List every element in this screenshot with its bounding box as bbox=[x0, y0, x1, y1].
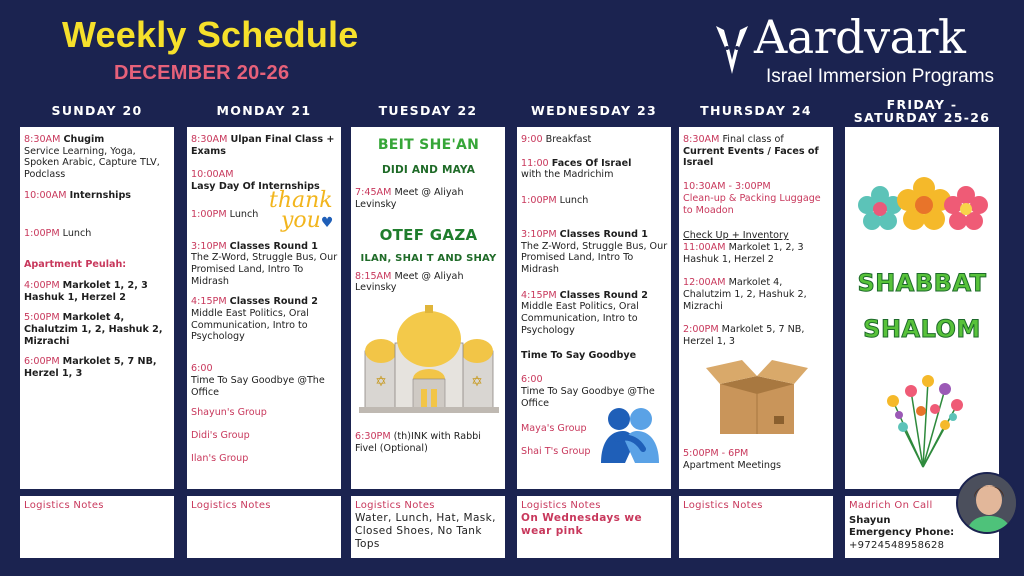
thank-text: thank bbox=[269, 187, 333, 213]
entry-time: 8:30AM bbox=[191, 134, 228, 145]
group-label: Shayun's Group bbox=[191, 407, 267, 419]
day-header-friday-saturday: FRIDAY - SATURDAY 25-26 bbox=[853, 97, 991, 126]
notes-label: Logistics Notes bbox=[521, 500, 601, 511]
entry-time: 10:30AM - 3:00PM bbox=[683, 181, 771, 193]
aardvark-mark-icon bbox=[712, 24, 752, 76]
schedule-entry bbox=[355, 431, 502, 454]
group-label: Shai T's Group bbox=[521, 445, 591, 457]
entry-heading: Check Up + Inventory bbox=[683, 230, 789, 242]
entry-time: 1:00PM bbox=[521, 195, 557, 207]
svg-text:✡: ✡ bbox=[374, 374, 387, 391]
entry-time: 1:00PM bbox=[24, 227, 60, 239]
schedule-entry bbox=[191, 296, 338, 343]
entry-title: Lasy Day Of Internships bbox=[191, 181, 320, 193]
entry-title: Internships bbox=[69, 189, 132, 201]
date-range: DECEMBER 20-26 bbox=[114, 62, 290, 84]
shabbat-text: SHABBAT bbox=[857, 269, 987, 297]
schedule-entry bbox=[521, 290, 668, 337]
entry-time: 3:10PM bbox=[521, 228, 557, 240]
day-card-friday-saturday bbox=[845, 127, 999, 489]
trip-heading: OTEF GAZA bbox=[379, 226, 478, 245]
entry-time: 11:00 bbox=[521, 157, 549, 169]
entry-time: 4:15PM bbox=[191, 296, 227, 308]
day-header-monday: MONDAY 21 bbox=[216, 103, 312, 118]
entry-text: The Z-Word, Struggle Bus, Our Promised Land, Intro To Midrash bbox=[191, 252, 338, 287]
entry-time: 9:00 bbox=[521, 134, 543, 145]
entry-title: Classes Round 1 bbox=[559, 228, 648, 240]
avatar bbox=[956, 472, 1018, 534]
entry-text: Markolet 5, 7 NB, Herzel 1, 3 bbox=[683, 324, 805, 348]
group-label: Ilan's Group bbox=[191, 452, 249, 464]
schedule-entry bbox=[24, 280, 171, 303]
person-photo-icon bbox=[958, 474, 1018, 534]
entry-time: 8:30AM bbox=[24, 134, 61, 145]
schedule-entry bbox=[683, 277, 830, 312]
entry-text: Breakfast bbox=[545, 134, 592, 145]
entry-title: Ulpan Final Class + Exams bbox=[191, 134, 335, 157]
entry-time: 11:00AM bbox=[683, 241, 726, 253]
entry-time: 5:00PM - 6PM bbox=[683, 447, 749, 459]
contact-name: Shayun bbox=[849, 515, 891, 527]
entry-time: 10:00AM bbox=[24, 189, 67, 201]
day-header-wednesday: WEDNESDAY 23 bbox=[531, 103, 657, 118]
trip-subheading: ILAN, SHAI T AND SHAY bbox=[360, 252, 497, 264]
day-header-sunday: SUNDAY 20 bbox=[51, 103, 143, 118]
notes-label: Logistics Notes bbox=[191, 500, 271, 511]
you-text: you bbox=[281, 207, 321, 233]
logo-name: Aardvark bbox=[754, 10, 966, 64]
schedule-entry bbox=[24, 356, 171, 379]
flowers-illustration bbox=[852, 173, 992, 243]
entry-heading: Apartment Peulah: bbox=[24, 259, 127, 271]
entry-text: Middle East Politics, Oral Communication, Intro to Psychology bbox=[521, 301, 639, 336]
schedule-entry bbox=[191, 241, 338, 288]
entry-time: 6:30PM bbox=[355, 431, 391, 443]
entry-text: Markolet 1, 2, 3 Hashuk 1, Herzel 2 bbox=[683, 241, 804, 265]
schedule-entry bbox=[521, 374, 668, 409]
logistics-notes-sunday bbox=[20, 496, 174, 558]
logo-tagline: Israel Immersion Programs bbox=[766, 66, 995, 87]
entry-time: 12:00AM bbox=[683, 277, 726, 289]
trip-heading: BEIT SHE'AN bbox=[377, 137, 480, 153]
day-header-thursday: THURSDAY 24 bbox=[700, 103, 812, 118]
entry-time: 4:00PM bbox=[24, 279, 60, 291]
entry-text: Middle East Politics, Oral Communication, Intro to Psychology bbox=[191, 308, 309, 343]
schedule-entry bbox=[683, 324, 830, 347]
entry-time: 3:10PM bbox=[191, 240, 227, 252]
entry-time: 2:00PM bbox=[683, 324, 719, 336]
schedule-entry bbox=[521, 229, 668, 276]
group-label: Didi's Group bbox=[191, 429, 250, 441]
notes-label: Logistics Notes bbox=[355, 500, 435, 511]
entry-text: Service Learning, Yoga, Spoken Arabic, Capture TLV, Podclass bbox=[24, 145, 160, 181]
schedule-entry bbox=[521, 134, 668, 146]
notes-label: Logistics Notes bbox=[24, 500, 104, 511]
entry-text: Lunch bbox=[62, 227, 92, 239]
group-label: Maya's Group bbox=[521, 423, 587, 435]
logistics-notes-monday bbox=[187, 496, 341, 558]
entry-text: The Z-Word, Struggle Bus, Our Promised Land, Intro To Midrash bbox=[521, 240, 668, 275]
logistics-notes-wednesday bbox=[517, 496, 671, 558]
entry-text: Meet @ Aliyah Levinsky bbox=[355, 186, 464, 210]
entry-title: Markolet 4, Chalutzim 1, 2, Hashuk 2, Mizrachi bbox=[24, 312, 163, 347]
synagogue-illustration bbox=[359, 303, 499, 415]
entry-time: 10:00AM bbox=[191, 169, 234, 181]
contact-label: Emergency Phone: bbox=[849, 527, 955, 539]
trip-subheading: DIDI AND MAYA bbox=[381, 164, 476, 177]
schedule-entry bbox=[24, 312, 171, 347]
schedule-entry bbox=[191, 363, 338, 398]
entry-time: 6:00 bbox=[191, 363, 213, 375]
entry-text: (th)INK with Rabbi Fivel (Optional) bbox=[355, 431, 481, 454]
moving-box-icon bbox=[702, 354, 812, 436]
entry-title: Classes Round 1 bbox=[229, 240, 318, 252]
schedule-entry bbox=[24, 259, 171, 271]
entry-time: 5:00PM bbox=[24, 312, 60, 324]
entry-text: Time To Say Goodbye @The Office bbox=[191, 374, 325, 398]
entry-title: Markolet 5, 7 NB, Herzel 1, 3 bbox=[24, 356, 157, 380]
bouquet-illustration bbox=[873, 371, 973, 471]
schedule-entry bbox=[24, 190, 171, 202]
entry-title: Time To Say Goodbye bbox=[521, 350, 637, 362]
entry-text: Lunch bbox=[229, 208, 259, 220]
entry-text: with the Madrichim bbox=[521, 169, 614, 181]
day-card-thursday bbox=[679, 127, 833, 489]
schedule-entry bbox=[24, 228, 171, 240]
entry-time: 8:15AM bbox=[355, 270, 392, 282]
heart-icon: ♥ bbox=[320, 214, 334, 231]
entry-title: Markolet 1, 2, 3 Hashuk 1, Herzel 2 bbox=[24, 279, 148, 303]
entry-title: Current Events / Faces of Israel bbox=[683, 145, 819, 169]
entry-text: Apartment Meetings bbox=[683, 459, 782, 471]
page-title: Weekly Schedule bbox=[62, 14, 359, 55]
entry-time: 4:15PM bbox=[521, 289, 557, 301]
logistics-notes-tuesday bbox=[351, 496, 505, 558]
entry-text: Clean-up & Packing Luggage to Moadon bbox=[683, 192, 821, 216]
entry-time: 1:00PM bbox=[191, 208, 227, 220]
svg-text:✡: ✡ bbox=[470, 374, 483, 391]
entry-time: 6:00PM bbox=[24, 356, 60, 368]
schedule-entry bbox=[683, 448, 830, 471]
entry-title: Classes Round 2 bbox=[559, 289, 648, 301]
day-card-tuesday bbox=[351, 127, 505, 489]
schedule-entry bbox=[521, 195, 668, 207]
entry-title: Faces Of Israel bbox=[551, 157, 632, 169]
entry-title: Classes Round 2 bbox=[229, 296, 318, 308]
schedule-entry bbox=[683, 181, 830, 216]
aardvark-logo bbox=[712, 10, 1002, 90]
schedule-entry bbox=[24, 134, 171, 181]
schedule-entry bbox=[355, 271, 502, 294]
schedule-entry bbox=[355, 187, 502, 210]
entry-time: 7:45AM bbox=[355, 186, 392, 198]
schedule-entry bbox=[521, 158, 668, 181]
day-card-wednesday bbox=[517, 127, 671, 489]
schedule-entry bbox=[683, 230, 830, 265]
day-header-tuesday: TUESDAY 22 bbox=[378, 103, 478, 118]
schedule-entry bbox=[683, 134, 830, 169]
shalom-text: SHALOM bbox=[863, 315, 981, 343]
notes-text: Water, Lunch, Hat, Mask, Closed Shoes, No Tank Tops bbox=[355, 512, 496, 550]
logistics-notes-thursday bbox=[679, 496, 833, 558]
notes-label: Madrich On Call bbox=[849, 500, 933, 511]
entry-time: 8:30AM bbox=[683, 134, 720, 145]
day-card-sunday bbox=[20, 127, 174, 489]
entry-text: Markolet 4, Chalutzim 1, 2, Hashuk 2, Mizrachi bbox=[683, 277, 807, 312]
hug-icon bbox=[597, 405, 663, 463]
schedule-entry bbox=[191, 134, 338, 157]
entry-time: 6:00 bbox=[521, 374, 543, 386]
day-card-monday bbox=[187, 127, 341, 489]
entry-title: Chugim bbox=[63, 134, 105, 145]
schedule-entry bbox=[521, 350, 668, 362]
notes-text: On Wednesdays we wear pink bbox=[521, 512, 642, 537]
entry-text: Lunch bbox=[559, 195, 589, 207]
entry-text: Meet @ Aliyah Levinsky bbox=[355, 270, 464, 294]
entry-text: Final class of bbox=[722, 134, 784, 145]
notes-label: Logistics Notes bbox=[683, 500, 763, 511]
entry-text: Time To Say Goodbye @The Office bbox=[521, 385, 655, 409]
thank-you-sticker bbox=[269, 187, 334, 233]
contact-phone: +9724548958628 bbox=[849, 539, 945, 551]
